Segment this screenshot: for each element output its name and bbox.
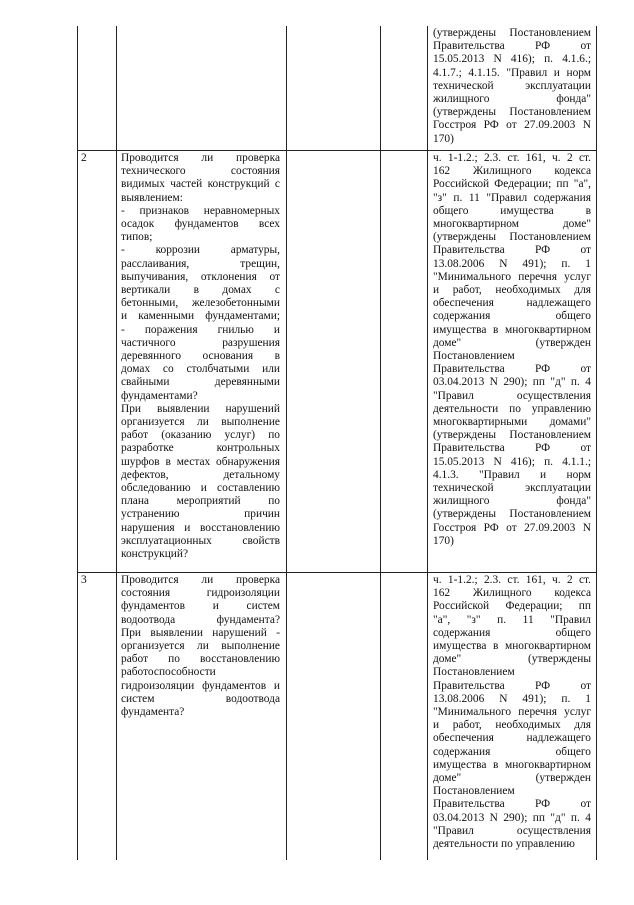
cell-line: ч. 1-1.2.; 2.3. ст. 161, ч. 2 ст. bbox=[433, 152, 591, 164]
cell-line: деревянного основания в bbox=[121, 350, 280, 363]
cell-line: Правительства РФ от bbox=[433, 679, 591, 692]
cell-line: Проводится ли проверка bbox=[121, 152, 280, 164]
cell-line: технической эксплуатации bbox=[433, 79, 591, 92]
cell-line: Правительства РФ от bbox=[433, 363, 591, 376]
cell-line: Постановлением bbox=[433, 350, 515, 363]
cell-line: разработке контрольных bbox=[121, 442, 280, 455]
cell-line: устранению причин bbox=[121, 508, 280, 521]
cell-line: (утверждены Постановлением bbox=[433, 231, 591, 244]
cell-line: имущества в многоквартирном bbox=[433, 640, 591, 653]
cell-line: Правительства РФ от bbox=[433, 40, 591, 53]
cell-line: (утверждены Постановлением bbox=[433, 27, 591, 39]
cell-line: (утверждены Постановлением bbox=[433, 429, 591, 442]
cell-line: водоотвода фундамента? bbox=[121, 613, 280, 626]
cell-line: свайными деревянными bbox=[121, 376, 280, 389]
table-border-left bbox=[77, 26, 78, 860]
row-3-number: 3 bbox=[81, 574, 87, 586]
cell-line: дефектов, детальному bbox=[121, 468, 280, 481]
cell-line: домах со столбчатыми или bbox=[121, 363, 280, 376]
cell-line: работ по восстановлению bbox=[121, 653, 280, 666]
row-1-reference-cell bbox=[433, 27, 591, 146]
cell-line: Правительства РФ от bbox=[433, 798, 591, 811]
cell-line: фундамента? bbox=[121, 706, 185, 719]
cell-line: "Минимального перечня услуг bbox=[433, 706, 591, 719]
row-separator-2 bbox=[77, 572, 597, 573]
cell-line: "Правил осуществления bbox=[433, 824, 591, 837]
cell-line: и работ, необходимых для bbox=[433, 284, 591, 297]
row-3-reference-cell bbox=[433, 574, 591, 851]
cell-line: 170) bbox=[433, 534, 454, 547]
cell-line: плана мероприятий по bbox=[121, 495, 280, 508]
cell-line: эксплуатационных свойств bbox=[121, 534, 280, 547]
row-separator-1 bbox=[77, 150, 597, 151]
cell-line: 4.1.3. "Правил и норм bbox=[433, 468, 591, 481]
cell-line: организуется ли выполнение bbox=[121, 640, 280, 653]
cell-line: конструкций? bbox=[121, 548, 189, 561]
cell-line: ч. 1-1.2.; 2.3. ст. 161, ч. 2 ст. bbox=[433, 574, 591, 586]
cell-line: Госстроя РФ от 27.09.2003 N bbox=[433, 119, 591, 132]
table-divider-2 bbox=[286, 26, 287, 860]
cell-line: технической эксплуатации bbox=[433, 482, 591, 495]
cell-line: выявлением: bbox=[121, 191, 183, 204]
cell-line: доме" (утвержден bbox=[433, 336, 591, 349]
cell-line: При выявлении нарушений - bbox=[121, 626, 280, 639]
cell-line: работ (оказанию услуг) по bbox=[121, 429, 280, 442]
cell-line: 03.04.2013 N 290); пп "д" п. 4 bbox=[433, 811, 591, 824]
cell-line: типов; bbox=[121, 231, 153, 244]
cell-line: - поражения гнилью и bbox=[121, 323, 280, 336]
cell-line: шурфов в местах обнаружения bbox=[121, 455, 280, 468]
cell-line: фундаментов и систем bbox=[121, 600, 280, 613]
cell-line: работоспособности bbox=[121, 666, 216, 679]
cell-line: имущества в многоквартирном bbox=[433, 323, 591, 336]
cell-line: 03.04.2013 N 290); пп "д" п. 4 bbox=[433, 376, 591, 389]
cell-line: многоквартирными домами" bbox=[433, 416, 591, 429]
cell-line: выпучивания, отклонения от bbox=[121, 270, 280, 283]
row-2-question-cell bbox=[121, 152, 280, 561]
cell-line: нарушения и восстановлению bbox=[121, 521, 280, 534]
cell-line: (утверждены Постановлением bbox=[433, 508, 591, 521]
cell-line: обследованию и составлению bbox=[121, 482, 280, 495]
table-divider-4 bbox=[427, 26, 428, 860]
cell-line: Российской Федерации; пп bbox=[433, 600, 591, 613]
cell-line: 162 Жилищного кодекса bbox=[433, 165, 591, 178]
table-border-right bbox=[596, 26, 597, 860]
cell-line: содержания общего bbox=[433, 745, 591, 758]
cell-line: "Правил осуществления bbox=[433, 389, 591, 402]
row-3-question-cell bbox=[121, 574, 280, 719]
cell-line: расслаивания, трещин, bbox=[121, 257, 280, 270]
cell-line: 15.05.2013 N 416); п. 4.1.6.; bbox=[433, 53, 591, 66]
cell-line: обеспечения надлежащего bbox=[433, 732, 591, 745]
cell-line: Проводится ли проверка bbox=[121, 574, 280, 586]
cell-line: содержания общего bbox=[433, 626, 591, 639]
table-divider-1 bbox=[116, 26, 117, 860]
cell-line: деятельности по управлению bbox=[433, 402, 591, 415]
cell-line: деятельности по управлению bbox=[433, 838, 575, 851]
cell-line: 15.05.2013 N 416); п. 4.1.1.; bbox=[433, 455, 591, 468]
cell-line: Правительства РФ от bbox=[433, 442, 591, 455]
cell-line: - признаков неравномерных bbox=[121, 204, 280, 217]
cell-line: доме" (утвержден bbox=[433, 772, 591, 785]
cell-line: содержания общего bbox=[433, 310, 591, 323]
cell-line: 162 Жилищного кодекса bbox=[433, 587, 591, 600]
cell-line: Правительства РФ от bbox=[433, 244, 591, 257]
cell-line: Российской Федерации; пп "а", bbox=[433, 178, 591, 191]
cell-line: бетонными, железобетонными bbox=[121, 297, 280, 310]
cell-line: Постановлением bbox=[433, 666, 515, 679]
cell-line: имущества в многоквартирном bbox=[433, 758, 591, 771]
cell-line: жилищного фонда" bbox=[433, 495, 591, 508]
cell-line: видимых частей конструкций с bbox=[121, 178, 280, 191]
cell-line: - коррозии арматуры, bbox=[121, 244, 280, 257]
cell-line: "Минимального перечня услуг bbox=[433, 270, 591, 283]
cell-line: Постановлением bbox=[433, 785, 515, 798]
cell-line: и каменными фундаментами; bbox=[121, 310, 280, 323]
cell-line: жилищного фонда" bbox=[433, 93, 591, 106]
cell-line: вертикали в домах с bbox=[121, 284, 280, 297]
cell-line: гидроизоляции фундаментов и bbox=[121, 679, 280, 692]
cell-line: 13.08.2006 N 491); п. 1 bbox=[433, 692, 591, 705]
cell-line: организуется ли выполнение bbox=[121, 416, 280, 429]
row-2-number: 2 bbox=[81, 152, 87, 164]
cell-line: (утверждены Постановлением bbox=[433, 106, 591, 119]
cell-line: доме" (утверждены bbox=[433, 653, 591, 666]
row-2-reference-cell bbox=[433, 152, 591, 548]
cell-line: Госстроя РФ от 27.09.2003 N bbox=[433, 521, 591, 534]
cell-line: частичного разрушения bbox=[121, 336, 280, 349]
cell-line: 13.08.2006 N 491); п. 1 bbox=[433, 257, 591, 270]
cell-line: систем водоотвода bbox=[121, 692, 280, 705]
table-divider-3 bbox=[380, 26, 381, 860]
cell-line: технического состояния bbox=[121, 165, 280, 178]
cell-line: обеспечения надлежащего bbox=[433, 297, 591, 310]
cell-line: и работ, необходимых для bbox=[433, 719, 591, 732]
cell-line: осадок фундаментов всех bbox=[121, 218, 280, 231]
cell-line: многоквартирном доме" bbox=[433, 218, 591, 231]
cell-line: фундаментами? bbox=[121, 389, 198, 402]
cell-line: "а", "з" п. 11 "Правил bbox=[433, 613, 591, 626]
cell-line: 170) bbox=[433, 132, 454, 145]
cell-line: состояния гидроизоляции bbox=[121, 587, 280, 600]
cell-line: "з" п. 11 "Правил содержания bbox=[433, 191, 591, 204]
cell-line: общего имущества в bbox=[433, 204, 591, 217]
cell-line: 4.1.7.; 4.1.15. "Правил и норм bbox=[433, 66, 591, 79]
cell-line: При выявлении нарушений bbox=[121, 402, 280, 415]
